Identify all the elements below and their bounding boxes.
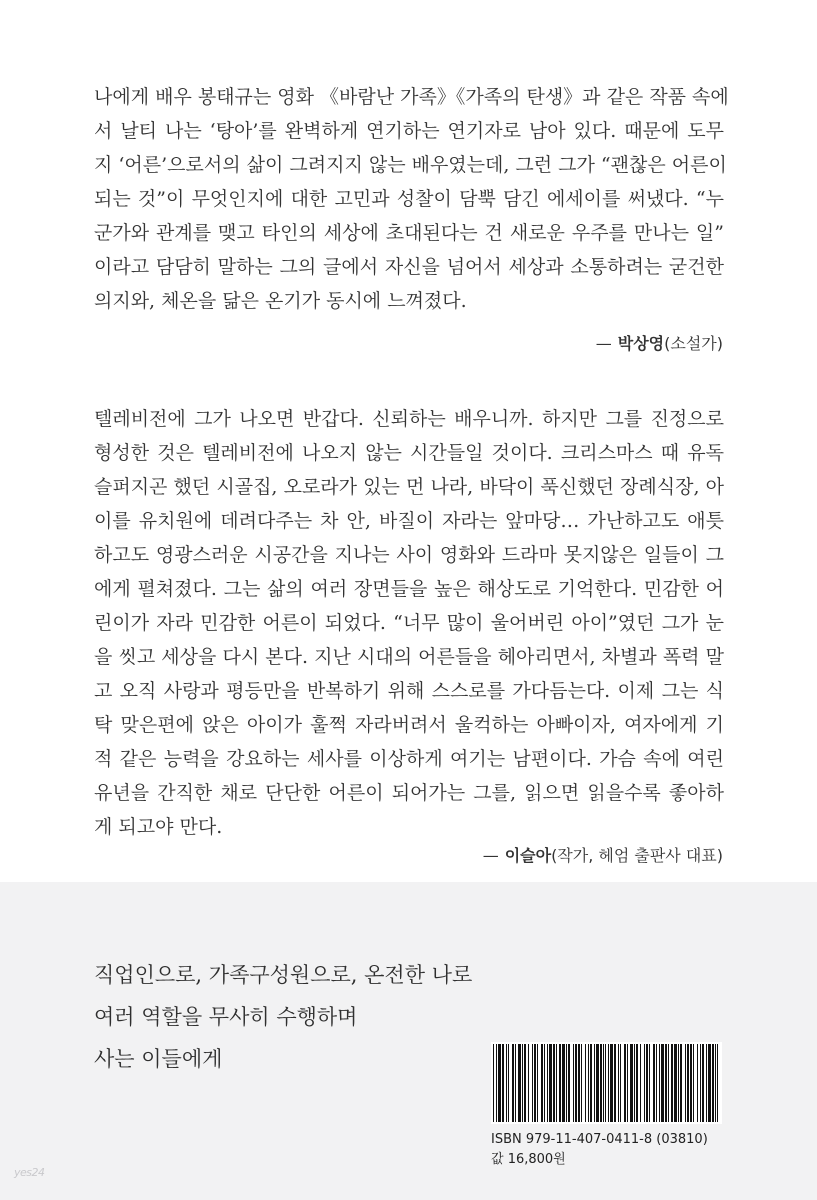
watermark-logo: yes24	[14, 1166, 45, 1179]
barcode-bar	[717, 1044, 718, 1122]
barcode-bar	[665, 1044, 667, 1122]
barcode-bar	[661, 1044, 664, 1122]
barcode-bar	[620, 1044, 621, 1122]
barcode-bar	[627, 1044, 628, 1122]
barcode-bar	[636, 1044, 638, 1122]
barcode-bar	[596, 1044, 599, 1122]
barcode-bar	[544, 1044, 545, 1122]
barcode-bar	[610, 1044, 613, 1122]
barcode-bar	[493, 1044, 494, 1122]
barcode-bar	[522, 1044, 523, 1122]
barcode-bar	[578, 1044, 580, 1122]
barcode-bar	[706, 1044, 707, 1122]
review-1-line: 이라고 담담히 말하는 그의 글에서 자신을 넘어서 세상과 소통하려는 굳건한	[94, 256, 724, 278]
signature-role: (소설가)	[664, 334, 723, 353]
barcode-bar	[693, 1044, 694, 1122]
barcode-bar	[646, 1044, 648, 1122]
barcode-bar	[537, 1044, 538, 1122]
barcode-bar	[541, 1044, 543, 1122]
barcode-bar	[715, 1044, 716, 1122]
barcode-bar	[640, 1044, 641, 1122]
review-2-line: 텔레비전에 그가 나오면 반갑다. 신뢰하는 배우니까. 하지만 그를 진정으로	[94, 408, 724, 430]
barcode-bar	[644, 1044, 645, 1122]
barcode-bar	[656, 1044, 657, 1122]
barcode-bar	[590, 1044, 592, 1122]
barcode-bar	[585, 1044, 586, 1122]
barcode-bar	[712, 1044, 714, 1122]
barcode-bar	[678, 1044, 679, 1122]
barcode-bar	[634, 1044, 635, 1122]
barcode-bar	[518, 1044, 521, 1122]
review-2-line: 린이가 자라 민감한 어른이 되었다. “너무 많이 울어버린 아이”였던 그가 눈	[94, 612, 724, 634]
barcode-bar	[498, 1044, 501, 1122]
signature-name: 박상영	[617, 334, 665, 353]
review-1-line: 의지와, 체온을 닮은 온기가 동시에 느껴졌다.	[94, 290, 467, 312]
review-paragraph-1	[94, 80, 729, 318]
barcode-bar	[512, 1044, 514, 1122]
review-2-line: 슬퍼지곤 했던 시골집, 오로라가 있는 먼 나라, 바닥이 푹신했던 장례식장, 아	[94, 476, 724, 498]
isbn-text: ISBN 979-11-407-0411-8 (03810)	[491, 1132, 708, 1147]
barcode-bar	[674, 1044, 677, 1122]
barcode-bar	[534, 1044, 536, 1122]
barcode-bars	[491, 1042, 722, 1124]
tagline-line: 사는 이들에게	[94, 1047, 223, 1071]
signature-dash: —	[595, 334, 612, 353]
review-2-line: 을 씻고 세상을 다시 본다. 지난 시대의 어른들을 헤아리면서, 차별과 폭력 말	[94, 646, 724, 668]
barcode-bar	[630, 1044, 633, 1122]
barcode-bar	[697, 1044, 698, 1122]
barcode-bar	[700, 1044, 701, 1122]
review-2-line: 에게 펼쳐졌다. 그는 삶의 여러 장면들을 높은 해상도로 기억한다. 민감한 어	[94, 578, 724, 600]
barcode-bar	[624, 1044, 626, 1122]
review-1-line: 서 날티 나는 ‘탕아’를 완벽하게 연기하는 연기자로 남아 있다. 때문에 도무	[94, 120, 724, 142]
barcode-bar	[605, 1044, 606, 1122]
barcode-bar	[547, 1044, 548, 1122]
barcode-bar	[575, 1044, 577, 1122]
barcode-bar	[532, 1044, 533, 1122]
barcode-bar	[690, 1044, 692, 1122]
barcode	[491, 1042, 722, 1124]
tagline-line: 직업인으로, 가족구성원으로, 온전한 나로	[94, 963, 473, 987]
price-text: 값 16,800원	[491, 1152, 566, 1167]
barcode-bar	[702, 1044, 704, 1122]
barcode-bar	[708, 1044, 711, 1122]
review-2-line: 하고도 영광스러운 시공간을 지나는 사이 영화와 드라마 못지않은 일들이 그	[94, 544, 724, 566]
review-1-line: 되는 것”이 무엇인지에 대한 고민과 성찰이 담뿍 담긴 에세이를 써냈다. “누	[94, 188, 724, 210]
barcode-bar	[618, 1044, 619, 1122]
review-2-line: 게 되고야 만다.	[94, 816, 223, 838]
barcode-bar	[603, 1044, 604, 1122]
barcode-bar	[687, 1044, 689, 1122]
barcode-bar	[653, 1044, 655, 1122]
barcode-bar	[594, 1044, 595, 1122]
barcode-bar	[608, 1044, 609, 1122]
barcode-bar	[671, 1044, 673, 1122]
signature-dash: —	[482, 846, 499, 865]
barcode-bar	[549, 1044, 552, 1122]
barcode-bar	[685, 1044, 686, 1122]
review-2-line: 탁 맞은편에 앉은 아이가 훌쩍 자라버려서 울컥하는 아빠이자, 여자에게 기	[94, 714, 724, 736]
barcode-bar	[528, 1044, 529, 1122]
barcode-bar	[568, 1044, 570, 1122]
barcode-bar	[668, 1044, 669, 1122]
review-2-line: 형성한 것은 텔레비전에 나오지 않는 시간들일 것이다. 크리스마스 때 유독	[94, 442, 724, 464]
review-1-line: 군가와 관계를 맺고 타인의 세상에 초대된다는 건 새로운 우주를 만나는 일”	[94, 222, 724, 244]
barcode-bar	[559, 1044, 561, 1122]
barcode-bar	[524, 1044, 526, 1122]
review-2-line: 적 같은 능력을 강요하는 세사를 이상하게 여기는 남편이다. 가슴 속에 여린	[94, 748, 724, 770]
review-2-line: 고 오직 사랑과 평등만을 반복하기 위해 스스로를 가다듬는다. 이제 그는 식	[94, 680, 724, 702]
barcode-bar	[562, 1044, 565, 1122]
barcode-bar	[556, 1044, 557, 1122]
barcode-bar	[515, 1044, 516, 1122]
barcode-bar	[496, 1044, 497, 1122]
tagline	[94, 954, 472, 1080]
barcode-bar	[508, 1044, 509, 1122]
barcode-bar	[649, 1044, 650, 1122]
review-paragraph-2	[94, 402, 724, 844]
barcode-bar	[588, 1044, 589, 1122]
barcode-bar	[614, 1044, 616, 1122]
signature-name: 이슬아	[504, 846, 552, 865]
review-2-line: 유년을 간직한 채로 단단한 어른이 되어가는 그를, 읽으면 읽을수록 좋아하	[94, 782, 724, 804]
review-2-line: 이를 유치원에 데려다주는 차 안, 바질이 자라는 앞마당… 가난하고도 애틋	[94, 510, 724, 532]
barcode-bar	[659, 1044, 660, 1122]
barcode-bar	[680, 1044, 682, 1122]
barcode-bar	[553, 1044, 555, 1122]
review-1-line: 지 ‘어른’으로서의 삶이 그려지지 않는 배우였는데, 그런 그가 “괜찮은 어른이	[94, 154, 727, 176]
review-1-line: 나에게 배우 봉태규는 영화 《바람난 가족》《가족의 탄생》과 같은 작품 속에	[94, 86, 729, 108]
review-2-signature	[483, 843, 723, 866]
barcode-bar	[566, 1044, 567, 1122]
review-1-signature	[596, 331, 723, 354]
barcode-bar	[573, 1044, 574, 1122]
signature-role: (작가, 헤엄 출판사 대표)	[551, 846, 723, 865]
barcode-bar	[600, 1044, 602, 1122]
tagline-line: 여러 역할을 무사히 수행하며	[94, 1005, 358, 1029]
barcode-bar	[581, 1044, 582, 1122]
barcode-bar	[502, 1044, 504, 1122]
barcode-bar	[506, 1044, 507, 1122]
